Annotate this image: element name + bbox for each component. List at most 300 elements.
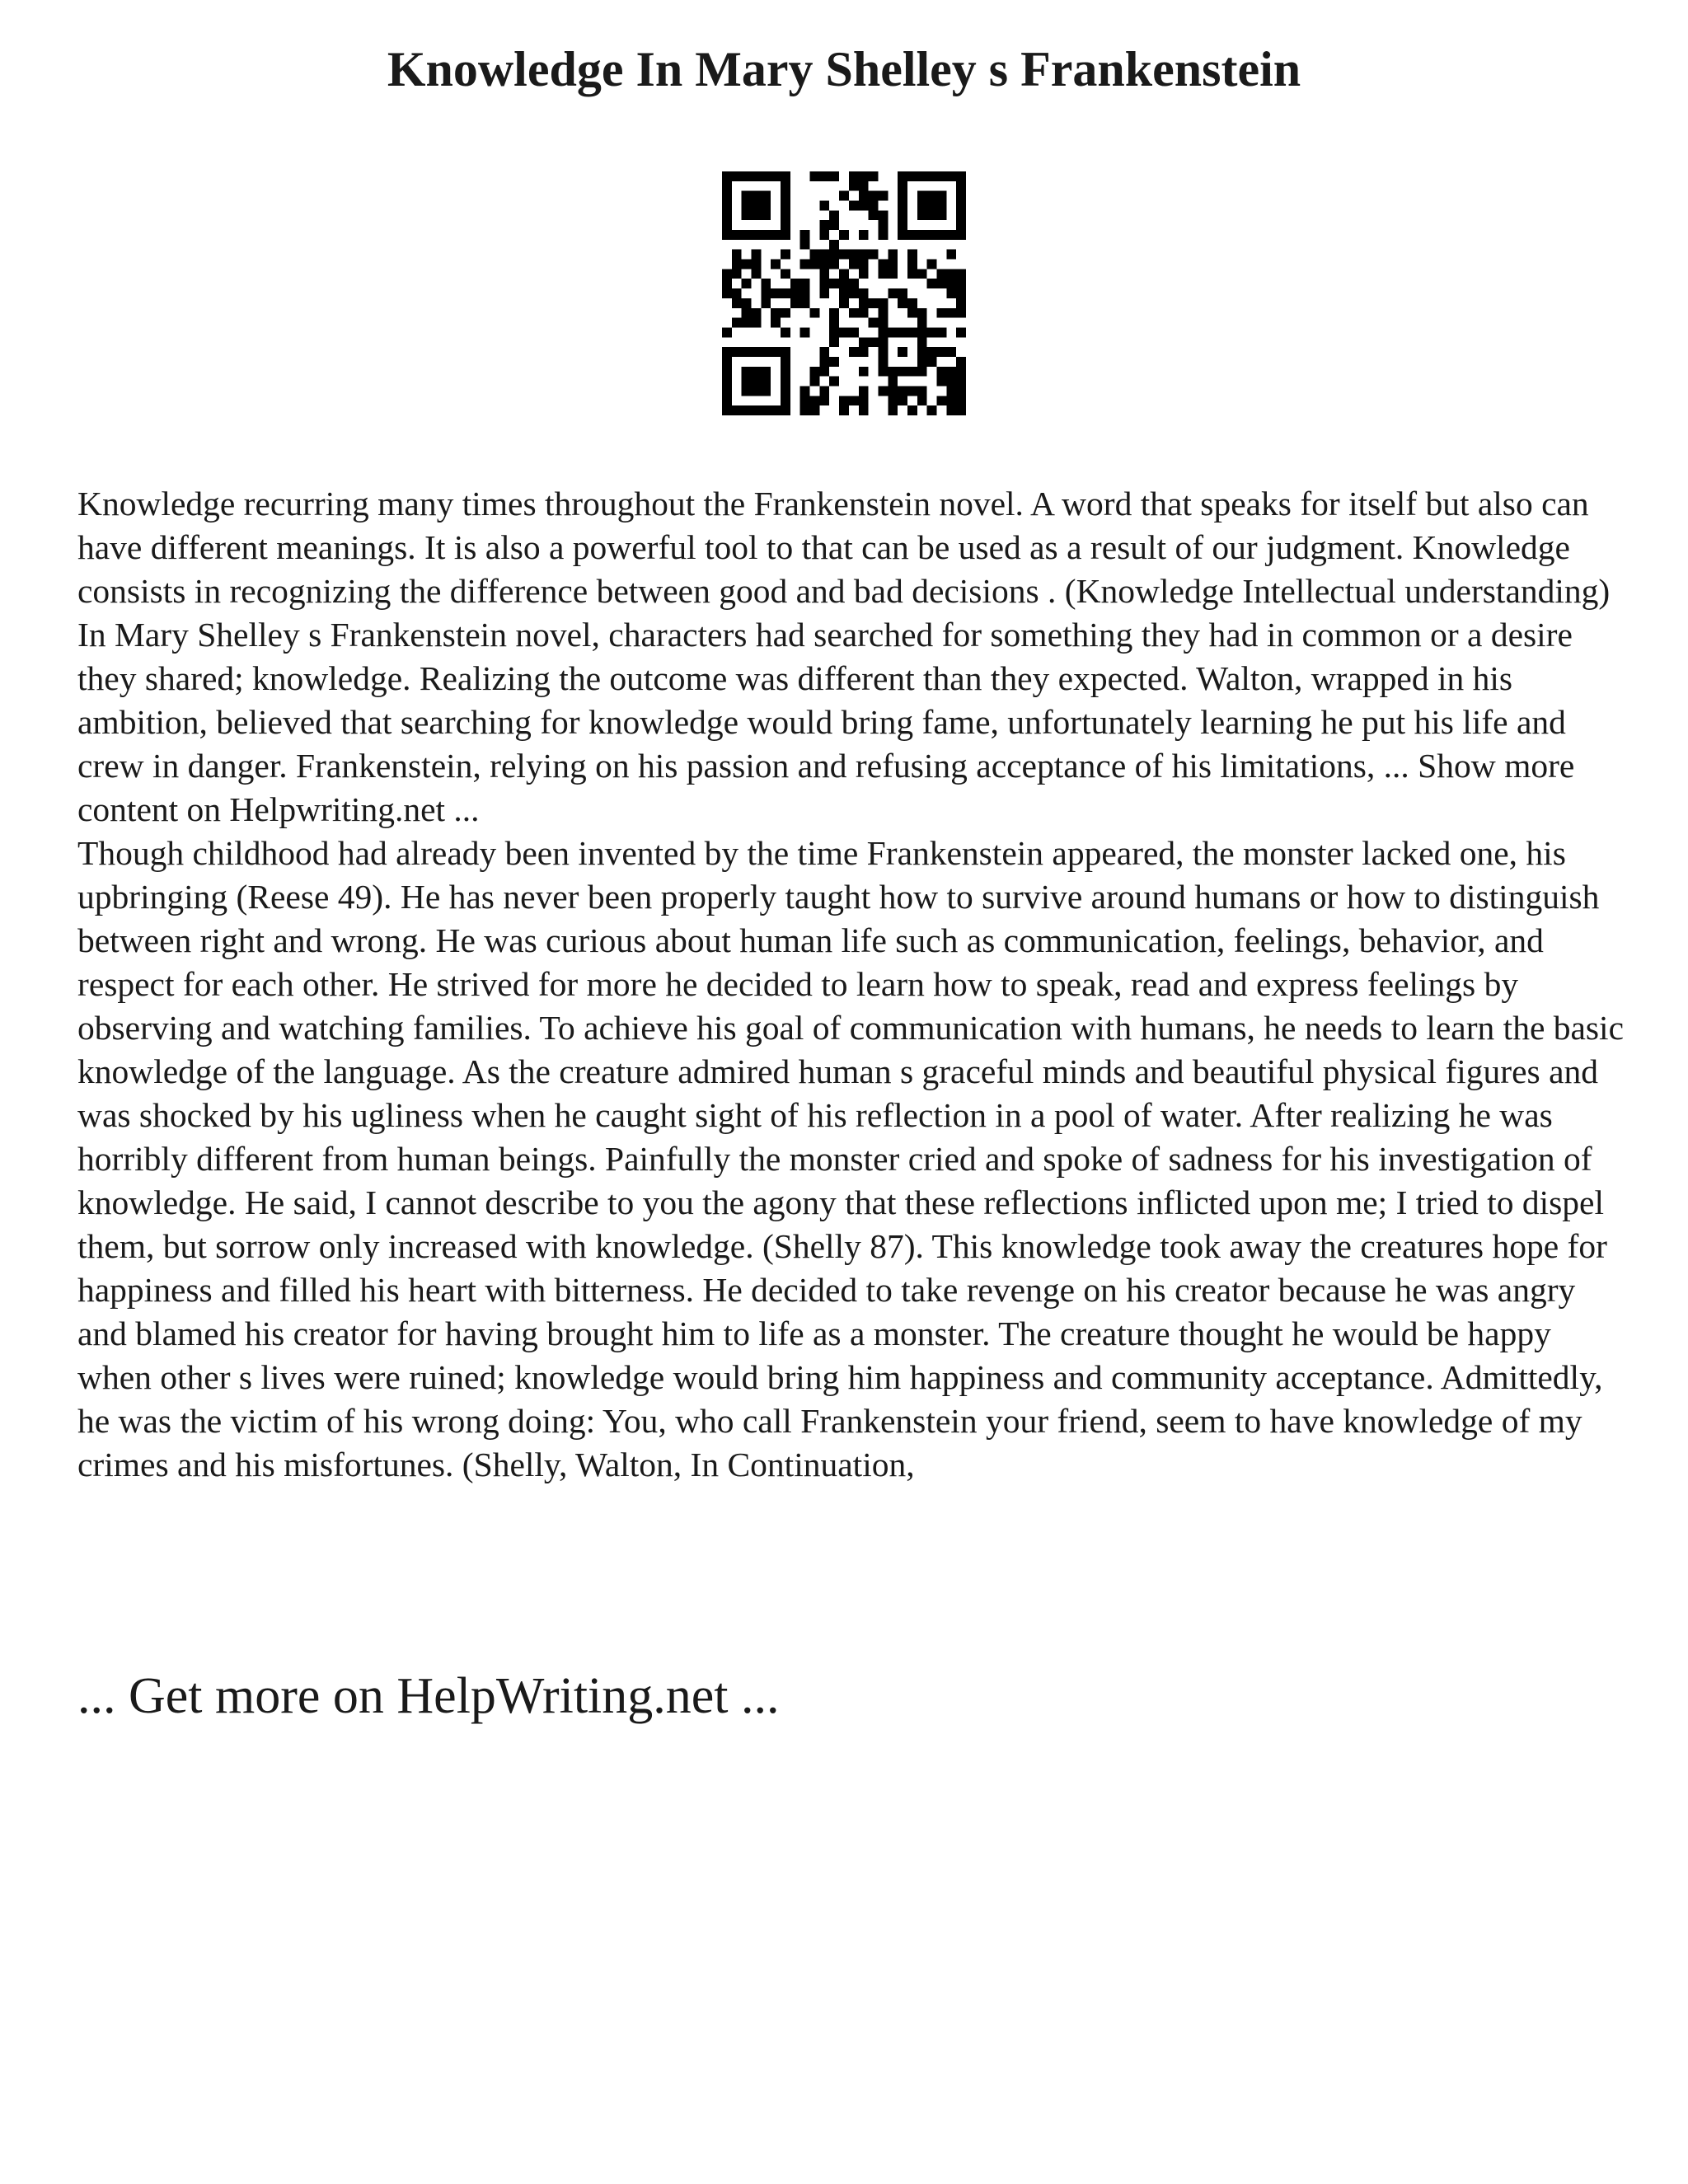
qr-module — [781, 386, 790, 396]
qr-module — [819, 396, 829, 405]
qr-module — [946, 377, 956, 387]
qr-module — [771, 230, 781, 240]
qr-module — [732, 318, 742, 328]
qr-module — [829, 210, 839, 220]
qr-module — [752, 250, 762, 260]
qr-module — [917, 357, 927, 367]
qr-module — [790, 279, 800, 288]
qr-module — [752, 386, 762, 396]
qr-module — [829, 250, 839, 260]
qr-module — [956, 279, 966, 288]
qr-module — [917, 308, 927, 318]
qr-module — [761, 386, 771, 396]
qr-module — [722, 367, 732, 377]
qr-code-graphic — [722, 171, 966, 415]
qr-module — [859, 396, 869, 405]
qr-module — [752, 201, 762, 211]
qr-module — [936, 201, 946, 211]
qr-module — [878, 386, 888, 396]
qr-module — [907, 405, 917, 415]
qr-module — [946, 367, 956, 377]
qr-module — [800, 288, 810, 298]
qr-module — [800, 396, 810, 405]
qr-module — [936, 210, 946, 220]
qr-module — [869, 191, 879, 201]
qr-module — [819, 279, 829, 288]
qr-module — [752, 210, 762, 220]
qr-module — [742, 367, 752, 377]
qr-module — [878, 308, 888, 318]
qr-module — [936, 191, 946, 201]
qr-module — [878, 327, 888, 337]
qr-module — [722, 288, 732, 298]
qr-module — [742, 191, 752, 201]
qr-module — [936, 396, 946, 405]
qr-module — [771, 405, 781, 415]
qr-module — [956, 171, 966, 181]
qr-module — [849, 288, 859, 298]
qr-module — [956, 181, 966, 191]
qr-module — [839, 279, 849, 288]
qr-module — [761, 347, 771, 357]
qr-module — [839, 250, 849, 260]
document-body — [77, 482, 1627, 1487]
qr-module — [869, 318, 879, 328]
qr-module — [917, 367, 927, 377]
qr-module — [927, 210, 937, 220]
qr-module — [761, 279, 771, 288]
qr-module — [898, 298, 907, 308]
qr-module — [907, 250, 917, 260]
qr-module — [742, 377, 752, 387]
qr-module — [722, 386, 732, 396]
qr-module — [869, 201, 879, 211]
qr-module — [917, 201, 927, 211]
qr-module — [898, 210, 907, 220]
qr-module — [829, 279, 839, 288]
qr-module — [829, 337, 839, 347]
qr-module — [878, 357, 888, 367]
qr-module — [800, 279, 810, 288]
qr-module — [781, 357, 790, 367]
qr-module — [859, 201, 869, 211]
qr-module — [888, 250, 898, 260]
qr-module — [956, 210, 966, 220]
qr-module — [907, 386, 917, 396]
qr-module — [878, 220, 888, 230]
qr-module — [927, 347, 937, 357]
qr-module — [752, 269, 762, 279]
qr-module — [761, 367, 771, 377]
qr-module — [907, 230, 917, 240]
qr-module — [917, 210, 927, 220]
qr-module — [956, 367, 966, 377]
qr-module — [888, 260, 898, 269]
qr-module — [878, 260, 888, 269]
qr-module — [878, 191, 888, 201]
qr-module — [927, 191, 937, 201]
qr-module — [956, 405, 966, 415]
qr-module — [839, 269, 849, 279]
qr-module — [781, 367, 790, 377]
qr-module — [936, 230, 946, 240]
qr-module — [722, 191, 732, 201]
qr-module — [849, 396, 859, 405]
qr-module — [819, 171, 829, 181]
qr-module — [927, 357, 937, 367]
qr-module — [722, 171, 732, 181]
qr-module — [800, 240, 810, 250]
qr-module — [781, 210, 790, 220]
qr-module — [790, 288, 800, 298]
qr-module — [878, 230, 888, 240]
qr-module — [819, 230, 829, 240]
qr-module — [742, 201, 752, 211]
document-title: Knowledge In Mary Shelley s Frankenstein — [387, 42, 1301, 96]
qr-module — [956, 298, 966, 308]
qr-module — [722, 210, 732, 220]
qr-module — [878, 210, 888, 220]
qr-module — [927, 327, 937, 337]
qr-module — [800, 230, 810, 240]
qr-module — [859, 298, 869, 308]
qr-module — [810, 405, 820, 415]
qr-module — [732, 171, 742, 181]
qr-module — [878, 269, 888, 279]
qr-module — [732, 405, 742, 415]
qr-module — [946, 288, 956, 298]
qr-module — [810, 308, 820, 318]
qr-module — [859, 308, 869, 318]
qr-module — [917, 396, 927, 405]
qr-module — [888, 396, 898, 405]
qr-module — [859, 386, 869, 396]
qr-module — [936, 347, 946, 357]
qr-module — [859, 260, 869, 269]
qr-module — [849, 347, 859, 357]
qr-module — [781, 230, 790, 240]
qr-module — [927, 260, 937, 269]
qr-module — [878, 367, 888, 377]
qr-module — [946, 250, 956, 260]
qr-module — [742, 318, 752, 328]
qr-module — [819, 201, 829, 211]
qr-module — [878, 298, 888, 308]
qr-module — [810, 377, 820, 387]
qr-module — [946, 230, 956, 240]
qr-module — [907, 298, 917, 308]
qr-module — [800, 386, 810, 396]
qr-module — [819, 260, 829, 269]
qr-module — [859, 367, 869, 377]
qr-module — [898, 220, 907, 230]
qr-module — [752, 191, 762, 201]
qr-module — [956, 288, 966, 298]
qr-module — [946, 269, 956, 279]
qr-module — [956, 377, 966, 387]
qr-module — [907, 260, 917, 269]
qr-module — [956, 308, 966, 318]
qr-module — [956, 191, 966, 201]
qr-module — [869, 250, 879, 260]
qr-module — [732, 250, 742, 260]
qr-module — [722, 279, 732, 288]
qr-module — [771, 347, 781, 357]
qr-module — [849, 171, 859, 181]
qr-module — [732, 288, 742, 298]
qr-module — [927, 171, 937, 181]
qr-module — [888, 327, 898, 337]
qr-module — [819, 288, 829, 298]
paragraph-intro: Knowledge recurring many times throughout the Frankenstein novel. A word that speaks for itself but also can have different meanings. It is also a powerful tool to that can be used as a result of our judgment. Knowledge consists in recognizing the difference between good and bad decisions . (Knowledge Intellectual understanding) — [77, 485, 1611, 610]
qr-module — [761, 171, 771, 181]
qr-module — [781, 171, 790, 181]
qr-module — [752, 171, 762, 181]
qr-module — [936, 171, 946, 181]
qr-module — [810, 260, 820, 269]
qr-module — [956, 230, 966, 240]
qr-module — [722, 357, 732, 367]
qr-module — [927, 230, 937, 240]
qr-module — [800, 405, 810, 415]
qr-module — [859, 337, 869, 347]
qr-module — [956, 269, 966, 279]
qr-module — [742, 171, 752, 181]
qr-module — [732, 260, 742, 269]
qr-module — [790, 298, 800, 308]
qr-module — [907, 269, 917, 279]
qr-module — [946, 347, 956, 357]
qr-module — [956, 201, 966, 211]
qr-module — [781, 396, 790, 405]
qr-module — [898, 171, 907, 181]
qr-module — [752, 230, 762, 240]
qr-module — [878, 337, 888, 347]
qr-module — [800, 298, 810, 308]
qr-module — [771, 318, 781, 328]
qr-module — [946, 396, 956, 405]
qr-module — [869, 210, 879, 220]
qr-module — [829, 260, 839, 269]
qr-module — [859, 250, 869, 260]
qr-module — [819, 386, 829, 396]
qr-module — [781, 288, 790, 298]
qr-module — [898, 386, 907, 396]
qr-module — [829, 220, 839, 230]
qr-module — [927, 279, 937, 288]
qr-module — [742, 386, 752, 396]
paragraph-characters: In Mary Shelley s Frankenstein novel, characters had searched for something they had in common or a desire they shared; knowledge. Realizing the outcome was different than they expected. Walton, wrapped in his ambition, believed that searching for knowledge would bring fame, unfortunately learning he put his life and crew in danger. Frankenstein, relying on his passion and refusing acceptance of his limitations, ... Show more content on Helpwriting.net ... — [77, 616, 1575, 828]
qr-module — [761, 191, 771, 201]
qr-module — [907, 367, 917, 377]
qr-module — [888, 288, 898, 298]
qr-module — [849, 250, 859, 260]
qr-module — [829, 240, 839, 250]
qr-module — [829, 308, 839, 318]
qr-module — [752, 367, 762, 377]
qr-module — [869, 171, 879, 181]
qr-module — [849, 327, 859, 337]
qr-module — [936, 327, 946, 337]
qr-module — [859, 181, 869, 191]
qr-module — [898, 347, 907, 357]
qr-module — [898, 191, 907, 201]
qr-module — [761, 377, 771, 387]
qr-module — [956, 396, 966, 405]
qr-module — [898, 201, 907, 211]
qr-module — [742, 298, 752, 308]
qr-module — [752, 308, 762, 318]
qr-module — [752, 405, 762, 415]
qr-module — [946, 405, 956, 415]
qr-module — [898, 396, 907, 405]
qr-module — [936, 377, 946, 387]
qr-module — [917, 171, 927, 181]
qr-module — [819, 347, 829, 357]
qr-module — [819, 269, 829, 279]
qr-module — [878, 347, 888, 357]
qr-module — [742, 279, 752, 288]
qr-module — [732, 298, 742, 308]
qr-module — [888, 386, 898, 396]
qr-module — [946, 386, 956, 396]
qr-module — [849, 201, 859, 211]
qr-module — [888, 405, 898, 415]
qr-module — [752, 260, 762, 269]
qr-module — [781, 269, 790, 279]
qr-module — [898, 230, 907, 240]
qr-module — [917, 269, 927, 279]
qr-module — [927, 201, 937, 211]
qr-module — [752, 347, 762, 357]
qr-module — [810, 171, 820, 181]
qr-module — [732, 230, 742, 240]
qr-module — [839, 288, 849, 298]
qr-module — [752, 377, 762, 387]
qr-module — [781, 191, 790, 201]
qr-module — [781, 201, 790, 211]
qr-module — [917, 230, 927, 240]
qr-module — [917, 386, 927, 396]
qr-module — [878, 318, 888, 328]
qr-module — [917, 337, 927, 347]
qr-module — [781, 405, 790, 415]
qr-module — [722, 201, 732, 211]
qr-code-icon — [722, 171, 966, 415]
qr-module — [819, 250, 829, 260]
qr-module — [742, 210, 752, 220]
qr-module — [829, 318, 839, 328]
qr-module — [781, 327, 790, 337]
qr-module — [839, 191, 849, 201]
qr-module — [781, 250, 790, 260]
qr-module — [781, 308, 790, 318]
qr-module — [839, 327, 849, 337]
qr-module — [956, 386, 966, 396]
paragraph-monster: Though childhood had already been invented by the time Frankenstein appeared, the monster lacked one, his upbringing (Reese 49). He has never been properly taught how to survive around humans or how to distinguish between right and wrong. He was curious about human life such as communication, feelings, behavior, and respect for each other. He strived for more he decided to learn how to speak, read and express feelings by observing and watching families. To achieve his goal of communication with humans, he needs to learn the basic knowledge of the language. As the creature admired human s graceful minds and beautiful physical figures and was shocked by his ugliness when he caught sight of his reflection in a pool of water. After realizing he was horribly different from human beings. Painfully the monster cried and spoke of sadness for his investigation of knowledge. He said, I cannot describe to you the agony that these reflections inflicted upon me; I tried to dispel them, but sorrow only increased with knowledge. (Shelly 87). This knowledge took away the creatures hope for happiness and filled his heart with bitterness. He decided to take revenge on his creator because he was angry and blamed his creator for having brought him to life as a monster. The creature thought he would be happy when other s lives were ruined; knowledge would bring him happiness and community acceptance. Admittedly, he was the victim of his wrong doing: You, who call Frankenstein your friend, seem to have knowledge of my crimes and his misfortunes. (Shelly, Walton, In Continuation, — [77, 834, 1625, 1483]
qr-module — [781, 181, 790, 191]
qr-module — [888, 367, 898, 377]
qr-module — [849, 279, 859, 288]
qr-module — [722, 327, 732, 337]
qr-module — [722, 377, 732, 387]
qr-module — [956, 220, 966, 230]
qr-module — [771, 260, 781, 269]
qr-module — [829, 357, 839, 367]
qr-module — [781, 347, 790, 357]
qr-module — [722, 181, 732, 191]
qr-module — [859, 288, 869, 298]
qr-module — [956, 327, 966, 337]
qr-module — [917, 327, 927, 337]
qr-module — [761, 230, 771, 240]
qr-module — [722, 347, 732, 357]
qr-module — [722, 230, 732, 240]
qr-module — [771, 308, 781, 318]
qr-module — [810, 250, 820, 260]
qr-module — [869, 298, 879, 308]
qr-module — [946, 279, 956, 288]
qr-module — [936, 308, 946, 318]
qr-module — [936, 269, 946, 279]
qr-module — [898, 367, 907, 377]
qr-module — [742, 230, 752, 240]
qr-module — [859, 191, 869, 201]
qr-module — [839, 230, 849, 240]
qr-module — [859, 171, 869, 181]
qr-module — [742, 308, 752, 318]
qr-module — [819, 220, 829, 230]
qr-module — [936, 279, 946, 288]
qr-module — [898, 181, 907, 191]
qr-module — [888, 377, 898, 387]
qr-module — [898, 288, 907, 298]
qr-module — [839, 405, 849, 415]
qr-module — [800, 327, 810, 337]
qr-module — [732, 347, 742, 357]
qr-module — [849, 181, 859, 191]
qr-module — [849, 260, 859, 269]
qr-module — [869, 337, 879, 347]
qr-module — [810, 396, 820, 405]
qr-module — [761, 288, 771, 298]
qr-module — [781, 377, 790, 387]
qr-module — [898, 327, 907, 337]
qr-module — [859, 405, 869, 415]
qr-module — [917, 191, 927, 201]
qr-module — [907, 308, 917, 318]
qr-module — [722, 405, 732, 415]
qr-module — [936, 367, 946, 377]
qr-module — [771, 288, 781, 298]
qr-module — [849, 308, 859, 318]
qr-module — [781, 220, 790, 230]
qr-module — [742, 405, 752, 415]
qr-module — [810, 367, 820, 377]
qr-module — [839, 298, 849, 308]
qr-module — [927, 405, 937, 415]
qr-module — [722, 269, 732, 279]
qr-module — [761, 298, 771, 308]
qr-module — [829, 171, 839, 181]
qr-module — [946, 171, 956, 181]
qr-module — [761, 405, 771, 415]
qr-module — [742, 260, 752, 269]
qr-module — [752, 318, 762, 328]
qr-module — [859, 347, 869, 357]
get-more-link[interactable]: ... Get more on HelpWriting.net ... — [77, 1668, 780, 1724]
qr-module — [819, 367, 829, 377]
